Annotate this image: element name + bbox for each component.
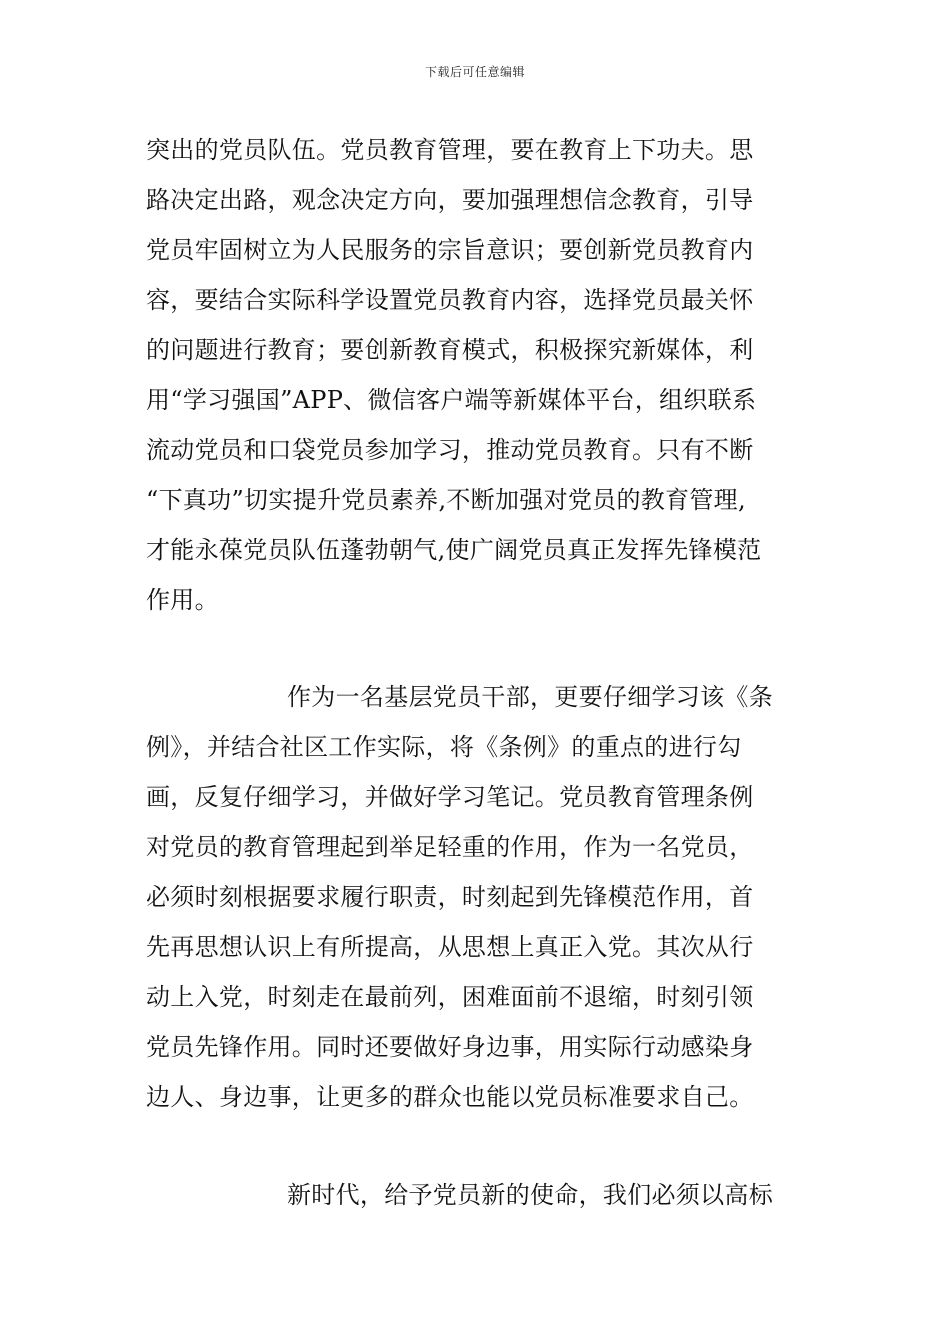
paragraph-2-line-7: 动上入党，时刻走在最前列，困难面前不退缩，时刻引领: [146, 983, 754, 1011]
paragraph-2-line-1: 作为一名基层党员干部，更要仔细学习该《条: [287, 683, 773, 711]
paragraph-2-line-4: 对党员的教育管理起到举足轻重的作用，作为一名党员，: [146, 833, 754, 861]
paragraph-1-line-6: 用“学习强国”APP、微信客户端等新媒体平台，组织联系: [146, 386, 757, 414]
paragraph-2-line-2: 例》，并结合社区工作实际，将《条例》的重点的进行勾: [146, 733, 742, 761]
paragraph-1-line-3: 党员牢固树立为人民服务的宗旨意识；要创新党员教育内: [146, 236, 754, 264]
paragraph-1-line-9: 才能永葆党员队伍蓬勃朝气,使广阔党员真正发挥先锋模范: [146, 536, 762, 564]
paragraph-1-line-5: 的问题进行教育；要创新教育模式，积极探究新媒体，利: [146, 336, 754, 364]
paragraph-1-line-1: 突出的党员队伍。党员教育管理，要在教育上下功夫。思: [146, 136, 754, 164]
paragraph-3-line-1: 新时代，给予党员新的使命，我们必须以高标: [287, 1181, 773, 1209]
paragraph-1-line-2: 路决定出路，观念决定方向，要加强理想信念教育，引导: [146, 186, 754, 214]
paragraph-2-line-8: 党员先锋作用。同时还要做好身边事，用实际行动感染身: [146, 1033, 754, 1061]
paragraph-1-line-7: 流动党员和口袋党员参加学习，推动党员教育。只有不断: [146, 436, 754, 464]
paragraph-2-line-3: 画，反复仔细学习，并做好学习笔记。党员教育管理条例: [146, 783, 754, 811]
page-header-note: 下载后可任意编辑: [424, 65, 525, 79]
paragraph-2-line-5: 必须时刻根据要求履行职责，时刻起到先锋模范作用，首: [146, 883, 754, 911]
paragraph-1-line-8: “下真功”切实提升党员素养,不断加强对党员的教育管理,: [146, 486, 746, 514]
paragraph-1-line-10: 作用。: [146, 586, 219, 614]
paragraph-2-line-9: 边人、身边事，让更多的群众也能以党员标准要求自己。: [146, 1083, 754, 1111]
paragraph-1-line-4: 容，要结合实际科学设置党员教育内容，选择党员最关怀: [146, 286, 754, 314]
paragraph-2-line-6: 先再思想认识上有所提高，从思想上真正入党。其次从行: [146, 933, 754, 961]
